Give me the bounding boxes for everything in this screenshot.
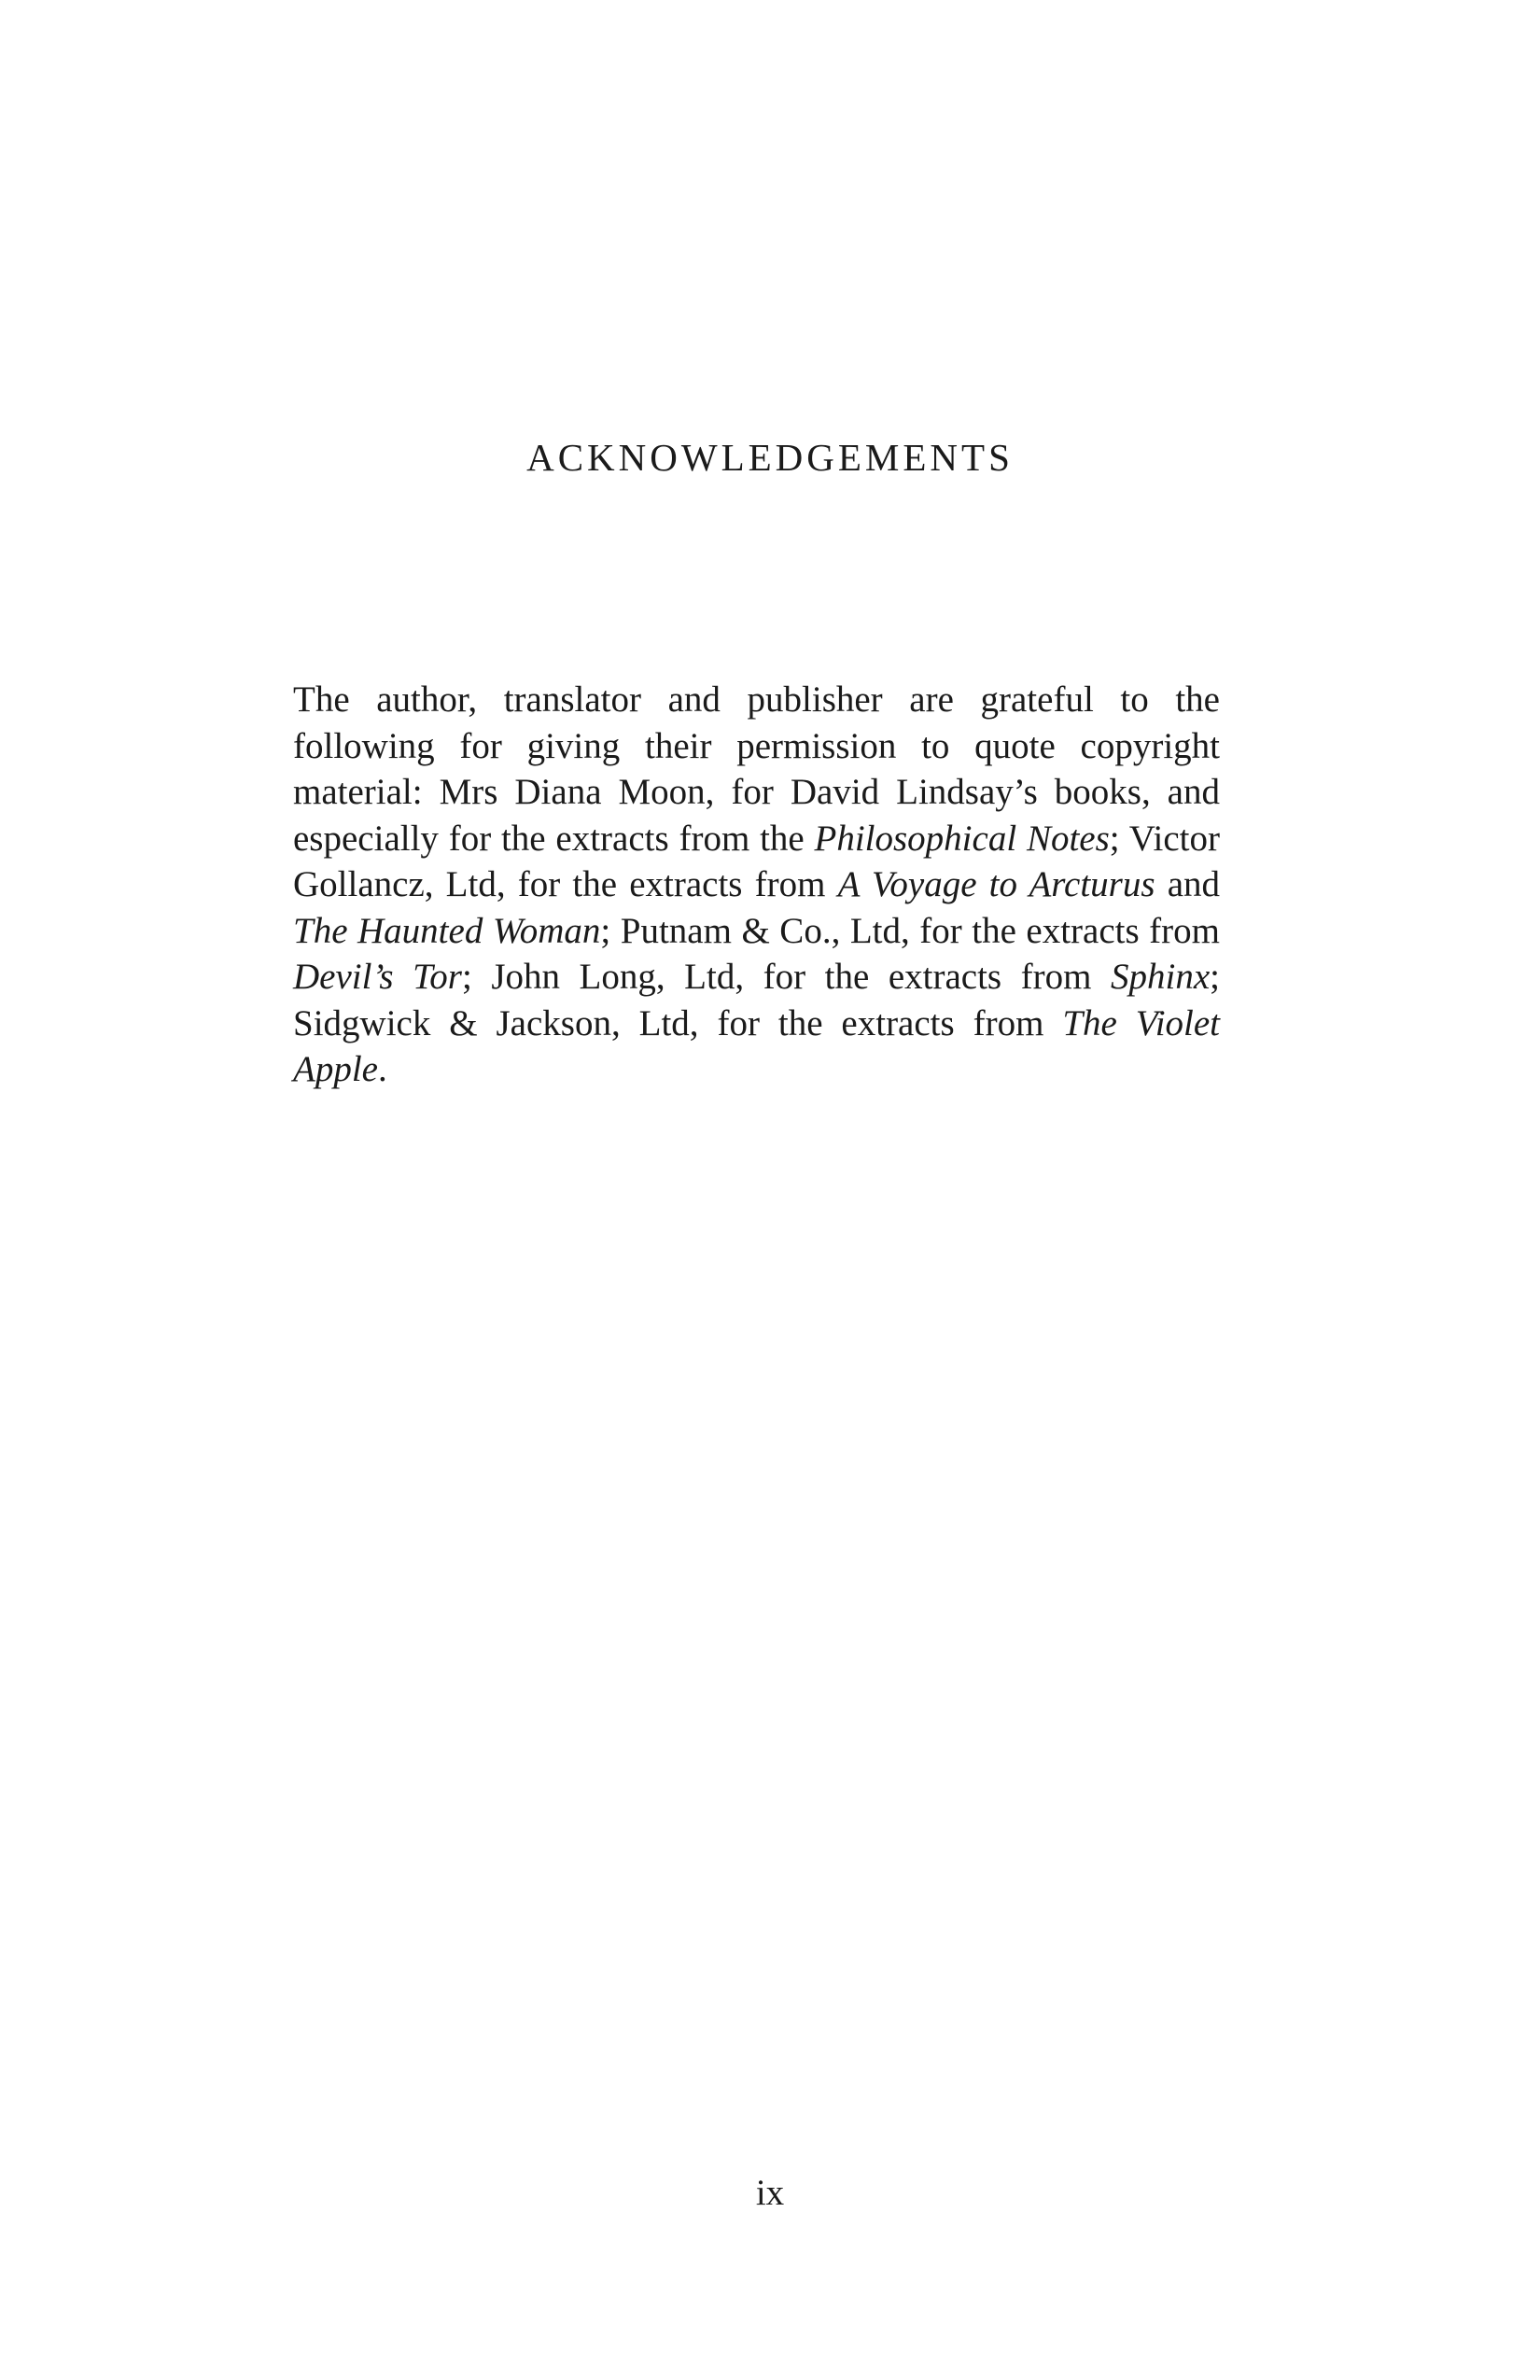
- text-run: ; John Long, Ltd, for the extracts from: [461, 957, 1111, 997]
- page-title: ACKNOWLEDGEMENTS: [526, 436, 1014, 479]
- page-number: ix: [755, 2173, 785, 2213]
- text-run: ; Putnam & Co., Ltd, for the extracts from: [600, 910, 1220, 951]
- book-title: A Voyage to Arcturus: [837, 864, 1155, 904]
- book-title: Sphinx: [1111, 957, 1211, 997]
- acknowledgements-paragraph: [293, 677, 1220, 1093]
- book-title: The Violet Apple: [293, 1002, 1221, 1089]
- text-run: and: [1155, 864, 1221, 904]
- text-run: The author, translator and publisher are grateful to the following for giving their permission to quote copyright material: Mrs Diana Moon, for David Lindsay’s books, and especially for the extracts from the: [293, 679, 1220, 859]
- text-run: .: [377, 1049, 387, 1089]
- book-title: Devil’s Tor: [293, 957, 462, 997]
- book-title: The Haunted Woman: [293, 910, 601, 951]
- text-run: ; Sidgwick & Jackson, Ltd, for the extracts from: [293, 957, 1220, 1043]
- text-run: ; Victor Gollancz, Ltd, for the extracts from: [293, 818, 1220, 904]
- book-title: Philosophical Notes: [814, 818, 1110, 859]
